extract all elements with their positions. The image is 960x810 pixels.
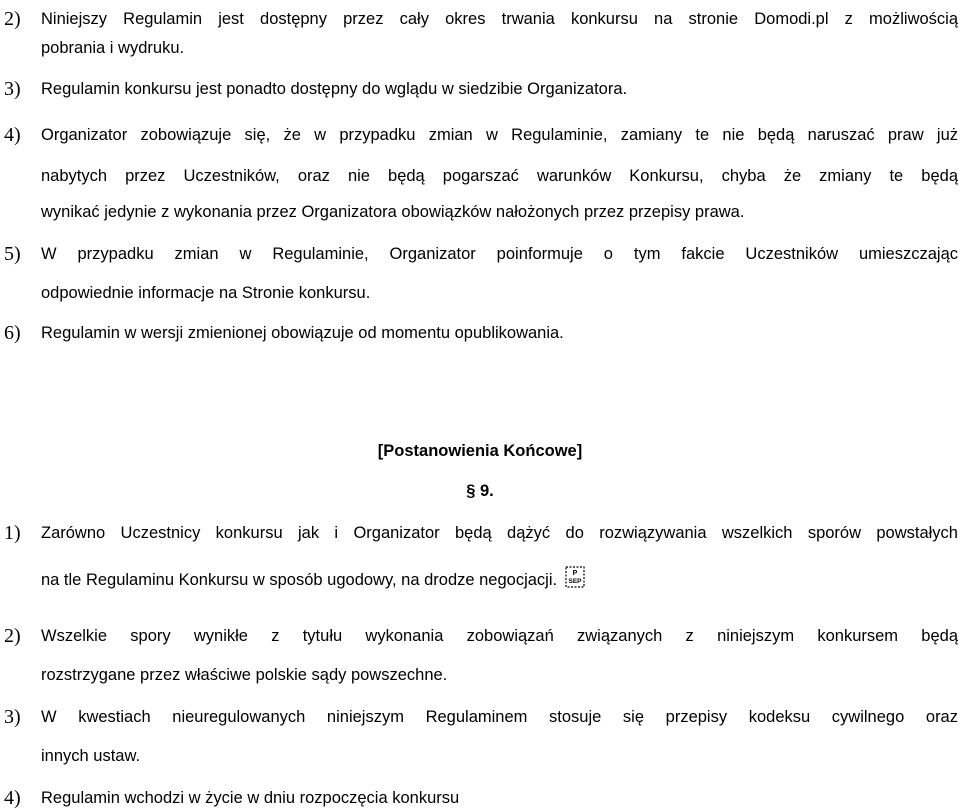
item-text-line: wynikać jedynie z wykonania przez Organizatora obowiązków nałożonych przez przepisy prawa. bbox=[41, 203, 745, 221]
item-number: 3) bbox=[4, 78, 21, 100]
item-text-line: Regulamin wchodzi w życie w dniu rozpoczęcia konkursu bbox=[41, 789, 460, 807]
item-number: 1) bbox=[4, 522, 21, 544]
item-text-line: odpowiednie informacje na Stronie konkursu. bbox=[41, 284, 371, 302]
item-text-line: pobrania i wydruku. bbox=[41, 39, 185, 57]
item-number: 4) bbox=[4, 787, 21, 809]
item-text-line: Organizator zobowiązuje się, że w przypadku zmian w Regulaminie, zamiany te nie będą naruszać praw już bbox=[41, 126, 958, 144]
svg-text:P: P bbox=[572, 570, 578, 577]
sep-placeholder-icon bbox=[565, 566, 585, 594]
item-text-line: na tle Regulaminu Konkursu w sposób ugodowy, na drodze negocjacji. bbox=[41, 571, 558, 589]
item-text-line: innych ustaw. bbox=[41, 747, 141, 765]
svg-text:SEP: SEP bbox=[568, 578, 582, 585]
item-text-line: nabytych przez Uczestników, oraz nie będą pogarszać warunków Konkursu, chyba że zmiany te będą bbox=[41, 167, 958, 185]
section-heading: [Postanowienia Końcowe] bbox=[377, 442, 583, 460]
item-text-line: W kwestiach nieuregulowanych niniejszym Regulaminem stosuje się przepisy kodeksu cywilnego oraz bbox=[41, 708, 958, 726]
item-number: 3) bbox=[4, 706, 21, 728]
item-text-line: W przypadku zmian w Regulaminie, Organizator poinformuje o tym fakcie Uczestników umieszczając bbox=[41, 245, 958, 263]
item-text-line: Wszelkie spory wynikłe z tytułu wykonania zobowiązań związanych z niniejszym konkursem będą bbox=[41, 627, 958, 645]
item-number: 2) bbox=[4, 625, 21, 647]
item-text-line-with-icon bbox=[41, 566, 585, 594]
item-number: 2) bbox=[4, 8, 21, 30]
item-text-line: rozstrzygane przez właściwe polskie sądy powszechne. bbox=[41, 666, 448, 684]
item-number: 5) bbox=[4, 243, 21, 265]
item-number: 6) bbox=[4, 322, 21, 344]
item-text-line: Zarówno Uczestnicy konkursu jak i Organizator będą dążyć do rozwiązywania wszelkich sporów powstałych bbox=[41, 524, 958, 542]
item-text-line: Niniejszy Regulamin jest dostępny przez cały okres trwania konkursu na stronie Domodi.pl z możliwością bbox=[41, 10, 958, 28]
item-text-line: Regulamin konkursu jest ponadto dostępny do wglądu w siedzibie Organizatora. bbox=[41, 80, 628, 98]
item-number: 4) bbox=[4, 124, 21, 146]
item-text-line: Regulamin w wersji zmienionej obowiązuje od momentu opublikowania. bbox=[41, 324, 564, 342]
section-number: § 9. bbox=[466, 482, 494, 500]
